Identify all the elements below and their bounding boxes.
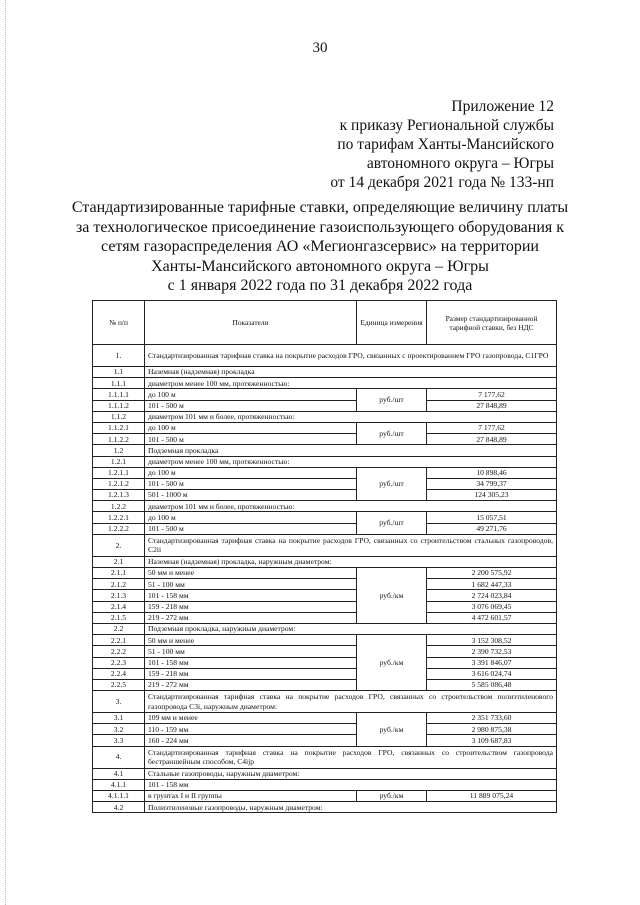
table-row (93, 411, 557, 422)
rate-value: 1 682 447,33 (427, 579, 557, 590)
row-label: 110 - 159 мм (145, 724, 357, 735)
row-number: 2.1.1 (93, 568, 145, 579)
group-heading: диаметром менее 100 мм, протяженностью: (145, 456, 557, 467)
row-number: 1.2.2 (93, 501, 145, 512)
rate-value: 2 724 023,84 (427, 590, 557, 601)
unit-cell: руб./шт (357, 389, 427, 411)
row-number: 1.1.1.1 (93, 389, 145, 400)
group-heading: Подземная прокладка (145, 445, 557, 456)
rate-value: 2 980 875,38 (427, 724, 557, 735)
rate-value: 2 351 733,60 (427, 713, 557, 724)
row-label: 50 мм и менее (145, 635, 357, 646)
unit-cell: руб./км (357, 568, 427, 624)
table-row (93, 668, 557, 679)
table-row (93, 601, 557, 612)
rate-value: 7 177,62 (427, 422, 557, 433)
group-heading: Наземная (надземная) прокладка (145, 367, 557, 378)
row-number: 1.2.2.1 (93, 512, 145, 523)
row-number: 1.1.2.2 (93, 434, 145, 445)
unit-cell: руб./шт (357, 467, 427, 501)
row-label: 219 - 272 мм (145, 612, 357, 623)
table-row (93, 724, 557, 735)
row-label: до 100 м (145, 467, 357, 478)
row-label: 51 - 100 мм (145, 579, 357, 590)
table-body (93, 345, 557, 813)
table-row (93, 345, 557, 367)
table-row (93, 735, 557, 746)
rate-value: 11 889 075,24 (427, 791, 557, 802)
row-number: 2.2 (93, 623, 145, 634)
rate-value: 4 472 601,57 (427, 612, 557, 623)
table-row (93, 691, 557, 713)
rate-value: 2 200 575,92 (427, 568, 557, 579)
rate-value: 15 057,51 (427, 512, 557, 523)
row-label: 160 - 224 мм (145, 735, 357, 746)
row-number: 1.1.2.1 (93, 422, 145, 433)
rate-value: 3 109 687,83 (427, 735, 557, 746)
rate-value: 3 152 308,52 (427, 635, 557, 646)
table-row (93, 623, 557, 634)
header-unit: Единица измерения (357, 301, 427, 345)
table-row (93, 389, 557, 400)
table-row (93, 802, 557, 813)
row-label: 109 мм и менее (145, 713, 357, 724)
group-heading: Наземная (надземная) прокладка, наружным диаметром: (145, 556, 557, 567)
tariff-table (92, 300, 557, 813)
row-number: 4.1 (93, 768, 145, 779)
rate-value: 34 799,37 (427, 478, 557, 489)
row-number: 4.1.1.1 (93, 791, 145, 802)
unit-cell: руб./шт (357, 422, 427, 444)
rate-value: 7 177,62 (427, 389, 557, 400)
table-row (93, 367, 557, 378)
section-title: Стандартизированная тарифная ставка на покрытие расходов ГРО, связанных со строительством газопровода бестраншейным способом, C4ijp (145, 746, 557, 768)
header-rate: Размер стандартизированной тарифной ставки, без НДС (427, 301, 557, 345)
table-row (93, 635, 557, 646)
row-label: 101 - 158 мм (145, 657, 357, 668)
row-number: 1.2 (93, 445, 145, 456)
table-header-row (93, 301, 557, 345)
row-number: 1.1.1 (93, 378, 145, 389)
table-row (93, 791, 557, 802)
unit-cell: руб./км (357, 635, 427, 691)
row-label: в грунтах I и II группы (145, 791, 357, 802)
table-row (93, 490, 557, 501)
table-row (93, 534, 557, 556)
row-number: 1.1 (93, 367, 145, 378)
row-label: 159 - 218 мм (145, 601, 357, 612)
row-number: 2.2.5 (93, 679, 145, 690)
rate-value: 10 898,46 (427, 467, 557, 478)
title-line: Стандартизированные тарифные ставки, определяющие величину платы (71, 199, 569, 216)
table-row (93, 590, 557, 601)
row-number: 1.2.2.2 (93, 523, 145, 534)
row-label: 101 - 500 м (145, 478, 357, 489)
title-line: с 1 января 2022 года по 31 декабря 2022 года (167, 277, 473, 294)
table-row (93, 378, 557, 389)
table-row (93, 501, 557, 512)
group-heading: диаметром 101 мм и более, протяженностью: (145, 501, 557, 512)
row-number: 3.3 (93, 735, 145, 746)
row-number: 1.2.1.1 (93, 467, 145, 478)
group-heading: диаметром менее 100 мм, протяженностью: (145, 378, 557, 389)
row-label: до 100 м (145, 422, 357, 433)
row-number: 3.2 (93, 724, 145, 735)
table-row (93, 456, 557, 467)
row-number: 2.1 (93, 556, 145, 567)
row-number: 2.2.1 (93, 635, 145, 646)
row-number: 3. (93, 691, 145, 713)
table-row (93, 579, 557, 590)
appendix-line: к приказу Региональной службы (339, 117, 554, 134)
row-label: 51 - 100 мм (145, 646, 357, 657)
appendix-line: Приложение 12 (451, 98, 554, 115)
rate-value: 27 848,89 (427, 400, 557, 411)
row-number: 4. (93, 746, 145, 768)
row-number: 2.1.3 (93, 590, 145, 601)
row-number: 2. (93, 534, 145, 556)
rate-value: 124 305,23 (427, 490, 557, 501)
table-row (93, 679, 557, 690)
row-label: 101 - 158 мм (145, 590, 357, 601)
table-row (93, 657, 557, 668)
table-row (93, 713, 557, 724)
row-number: 1.2.1 (93, 456, 145, 467)
row-label: 101 - 500 м (145, 434, 357, 445)
title-line: за технологическое присоединение газоиспользующего оборудования к (75, 218, 565, 236)
section-title: Стандартизированная тарифная ставка на покрытие расходов ГРО, связанных со строительством полиэтиленового газопровода C3i, наружным диаметром: (145, 691, 557, 713)
table-row (93, 478, 557, 489)
table-row (93, 434, 557, 445)
table-row (93, 523, 557, 534)
table-row (93, 612, 557, 623)
header-indicators: Показатели (145, 301, 357, 345)
group-heading: 101 - 158 мм (145, 779, 557, 790)
scan-edge (0, 0, 6, 905)
row-number: 2.2.3 (93, 657, 145, 668)
table-row (93, 646, 557, 657)
appendix-line: по тарифам Ханты-Мансийского (337, 136, 554, 153)
unit-cell: руб./км (357, 791, 427, 802)
title-line: сетям газораспределения АО «Мегионгазсервис» на территории (101, 238, 539, 255)
rate-value: 3 391 846,07 (427, 657, 557, 668)
table-row (93, 512, 557, 523)
appendix-line: от 14 декабря 2021 года № 133-нп (330, 174, 554, 191)
table-row (93, 445, 557, 456)
row-number: 2.1.4 (93, 601, 145, 612)
table-row (93, 422, 557, 433)
rate-value: 3 616 024,74 (427, 668, 557, 679)
row-label: 501 - 1000 м (145, 490, 357, 501)
group-heading: Подземная прокладка, наружным диаметром: (145, 623, 557, 634)
row-number: 2.2.2 (93, 646, 145, 657)
table-row (93, 568, 557, 579)
row-label: 219 - 272 мм (145, 679, 357, 690)
group-heading: Полиэтиленовые газопроводы, наружным диаметром: (145, 802, 557, 813)
table-row (93, 746, 557, 768)
group-heading: диаметром 101 мм и более, протяженностью: (145, 411, 557, 422)
page-number: 30 (312, 40, 328, 56)
row-number: 2.2.4 (93, 668, 145, 679)
row-number: 2.1.5 (93, 612, 145, 623)
row-number: 1. (93, 345, 145, 367)
table-row (93, 400, 557, 411)
group-heading: Стальные газопроводы, наружным диаметром: (145, 768, 557, 779)
table-row (93, 768, 557, 779)
row-label: до 100 м (145, 389, 357, 400)
rate-value: 3 076 069,45 (427, 601, 557, 612)
appendix-block (330, 97, 554, 192)
row-number: 1.2.1.3 (93, 490, 145, 501)
row-label: 101 - 500 м (145, 400, 357, 411)
section-title: Стандартизированная тарифная ставка на покрытие расходов ГРО, связанных со строительством стальных газопроводов, C2ii (145, 534, 557, 556)
row-number: 1.1.2 (93, 411, 145, 422)
row-number: 4.1.1 (93, 779, 145, 790)
row-label: до 100 м (145, 512, 357, 523)
row-number: 2.1.2 (93, 579, 145, 590)
rate-value: 2 390 732,53 (427, 646, 557, 657)
row-label: 101 - 500 м (145, 523, 357, 534)
row-number: 1.1.1.2 (93, 400, 145, 411)
rate-value: 5 585 086,48 (427, 679, 557, 690)
row-number: 1.2.1.2 (93, 478, 145, 489)
section-title: Стандартизированная тарифная ставка на покрытие расходов ГРО, связанных с проектированием ГРО газопровода, C1ГРО (145, 345, 557, 367)
title-line: Ханты-Мансийского автономного округа – Югры (151, 257, 489, 275)
table-row (93, 779, 557, 790)
table-row (93, 467, 557, 478)
unit-cell: руб./шт (357, 512, 427, 534)
document-title (70, 198, 570, 296)
header-number: № п/п (93, 301, 145, 345)
rate-value: 49 271,76 (427, 523, 557, 534)
rate-value: 27 848,89 (427, 434, 557, 445)
table-row (93, 556, 557, 567)
row-number: 4.2 (93, 802, 145, 813)
appendix-line: автономного округа – Югры (366, 155, 554, 172)
unit-cell: руб./км (357, 713, 427, 747)
row-label: 159 - 218 мм (145, 668, 357, 679)
row-label: 50 мм и менее (145, 568, 357, 579)
row-number: 3.1 (93, 713, 145, 724)
